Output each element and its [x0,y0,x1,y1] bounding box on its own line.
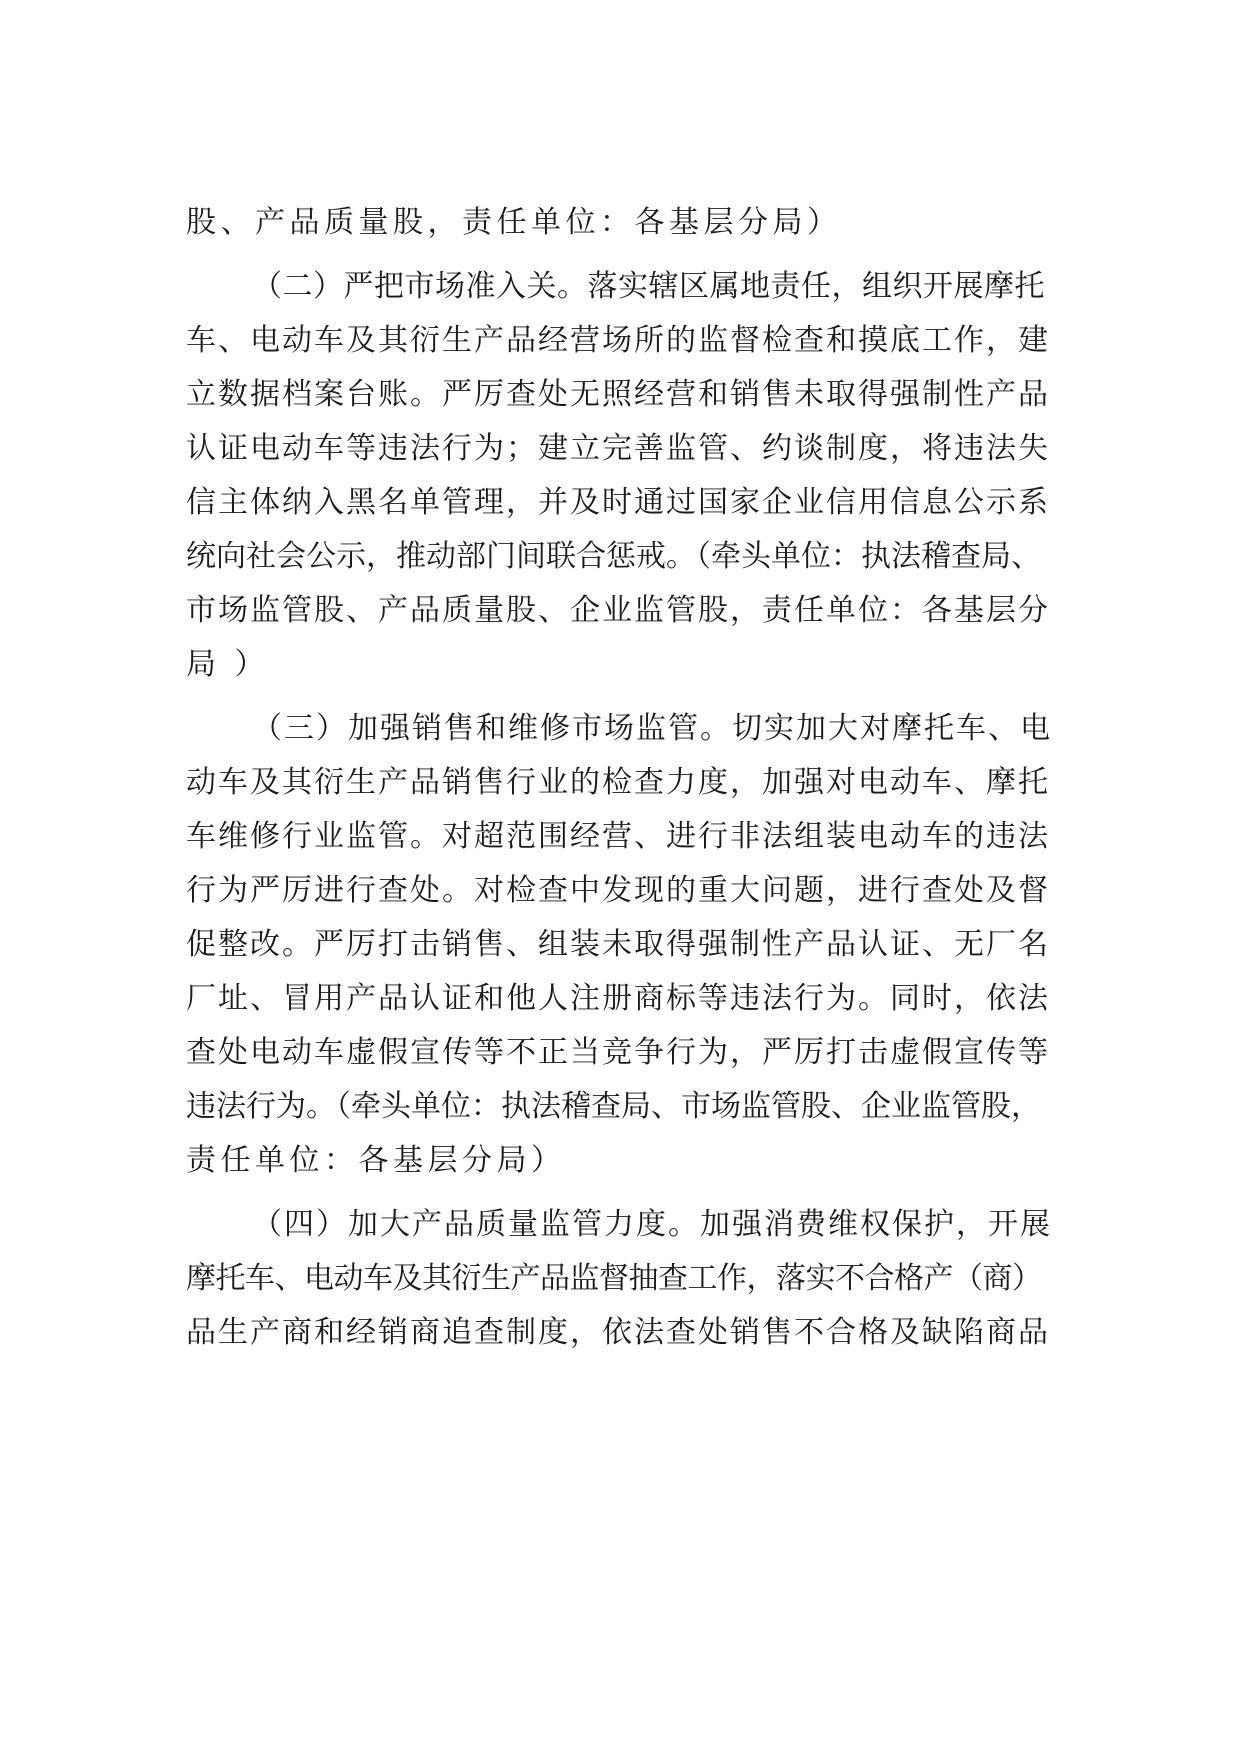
text-line: 促整改。严厉打击销售、组装未取得强制性产品认证、无厂名 [186,927,1050,962]
paragraph-3-sales-repair [186,702,1054,1188]
text-line: 市场监管股、产品质量股、企业监管股，责任单位：各基层分 [186,593,1050,628]
text-line: 认证电动车等违法行为；建立完善监管、约谈制度，将违法失 [186,431,1050,466]
paragraph-continuation [186,196,1054,250]
text-line: 违法行为。（牵头单位：执法稽查局、市场监管股、企业监管股， [186,1089,1041,1124]
paragraph-4-quality [186,1198,1054,1360]
document-body [186,196,1054,1360]
text-line: 摩托车、电动车及其衍生产品监督抽查工作，落实不合格产（商） [186,1261,1042,1296]
text-line: 车维修行业监管。对超范围经营、进行非法组装电动车的违法 [186,819,1050,854]
text-line: 信主体纳入黑名单管理，并及时通过国家企业信用信息公示系 [186,485,1050,520]
text-line: 统向社会公示，推动部门间联合惩戒。（牵头单位：执法稽查局、 [186,539,1041,574]
paragraph-2-market-access [186,260,1054,692]
text-line: （三）加强销售和维修市场监管。切实加大对摩托车、电 [252,711,1052,746]
text-line: 品生产商和经销商追查制度，依法查处销售不合格及缺陷商品 [186,1315,1050,1350]
text-line: 行为严厉进行查处。对检查中发现的重大问题，进行查处及督 [186,873,1050,908]
text-line: （四）加大产品质量监管力度。加强消费维权保护，开展 [252,1207,1052,1242]
text-line: 局 ） [186,647,270,682]
text-line: 查处电动车虚假宣传等不正当竞争行为，严厉打击虚假宣传等 [186,1035,1050,1070]
text-line: 厂址、冒用产品认证和他人注册商标等违法行为。同时，依法 [186,981,1050,1016]
text-line: 股、产品质量股，责任单位：各基层分局） [186,205,842,240]
text-line: 责任单位：各基层分局） [186,1143,566,1178]
text-line: （二）严把市场准入关。落实辖区属地责任，组织开展摩托 [252,269,1045,304]
text-line: 立数据档案台账。严厉查处无照经营和销售未取得强制性产品 [186,377,1050,412]
text-line: 动车及其衍生产品销售行业的检查力度，加强对电动车、摩托 [186,765,1050,800]
text-line: 车、电动车及其衍生产品经营场所的监督检查和摸底工作，建 [186,323,1050,358]
